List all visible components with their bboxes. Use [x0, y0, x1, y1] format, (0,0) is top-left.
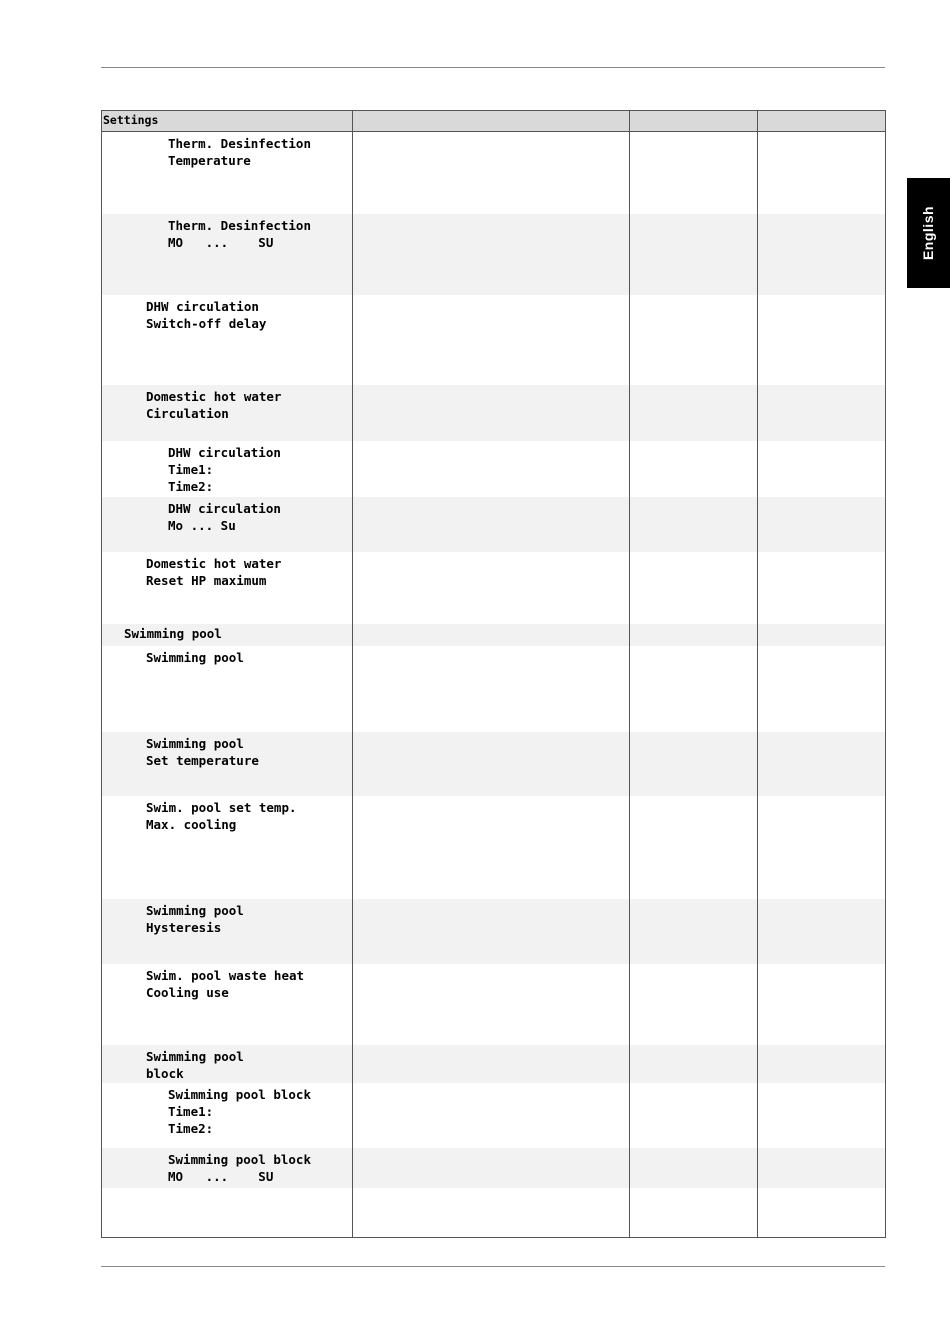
language-tab-label: English [920, 205, 937, 261]
row-label: Domestic hot water Circulation [146, 389, 282, 421]
row-label: Swimming pool Hysteresis [146, 903, 244, 935]
bottom-rule [101, 1266, 885, 1267]
row-label: Swimming pool block [146, 1049, 244, 1081]
header-settings-label: Settings [103, 113, 159, 127]
table-row [102, 497, 885, 552]
table-header [102, 111, 885, 132]
table-row [102, 732, 885, 796]
table-row [102, 385, 885, 441]
settings-table [101, 110, 886, 1238]
row-label: Swimming pool [124, 626, 222, 641]
column-divider [352, 111, 353, 1237]
row-label: Therm. Desinfection Temperature [168, 136, 311, 168]
table-row [102, 1148, 885, 1188]
table-row [102, 796, 885, 899]
table-row [102, 441, 885, 497]
table-row [102, 1045, 885, 1083]
row-label: Swimming pool block Time1: Time2: [168, 1087, 311, 1136]
column-divider [629, 111, 630, 1237]
table-row [102, 964, 885, 1045]
top-rule [101, 67, 885, 68]
row-label: Swimming pool block MO ... SU [168, 1152, 311, 1184]
table-row [102, 624, 885, 646]
row-label: Swimming pool [146, 650, 244, 665]
table-row [102, 552, 885, 624]
column-divider [757, 111, 758, 1237]
row-label: Domestic hot water Reset HP maximum [146, 556, 282, 588]
row-label: Swimming pool Set temperature [146, 736, 259, 768]
row-label: DHW circulation Time1: Time2: [168, 445, 281, 494]
row-label: DHW circulation Mo ... Su [168, 501, 281, 533]
row-label: DHW circulation Switch-off delay [146, 299, 267, 331]
table-row [102, 214, 885, 295]
table-row [102, 132, 885, 214]
table-row [102, 295, 885, 385]
table-row [102, 899, 885, 964]
row-label: Swim. pool set temp. Max. cooling [146, 800, 297, 832]
row-label: Swim. pool waste heat Cooling use [146, 968, 305, 1000]
row-label: Therm. Desinfection MO ... SU [168, 218, 311, 250]
language-tab[interactable] [907, 178, 950, 288]
table-row [102, 1083, 885, 1148]
table-row [102, 646, 885, 732]
